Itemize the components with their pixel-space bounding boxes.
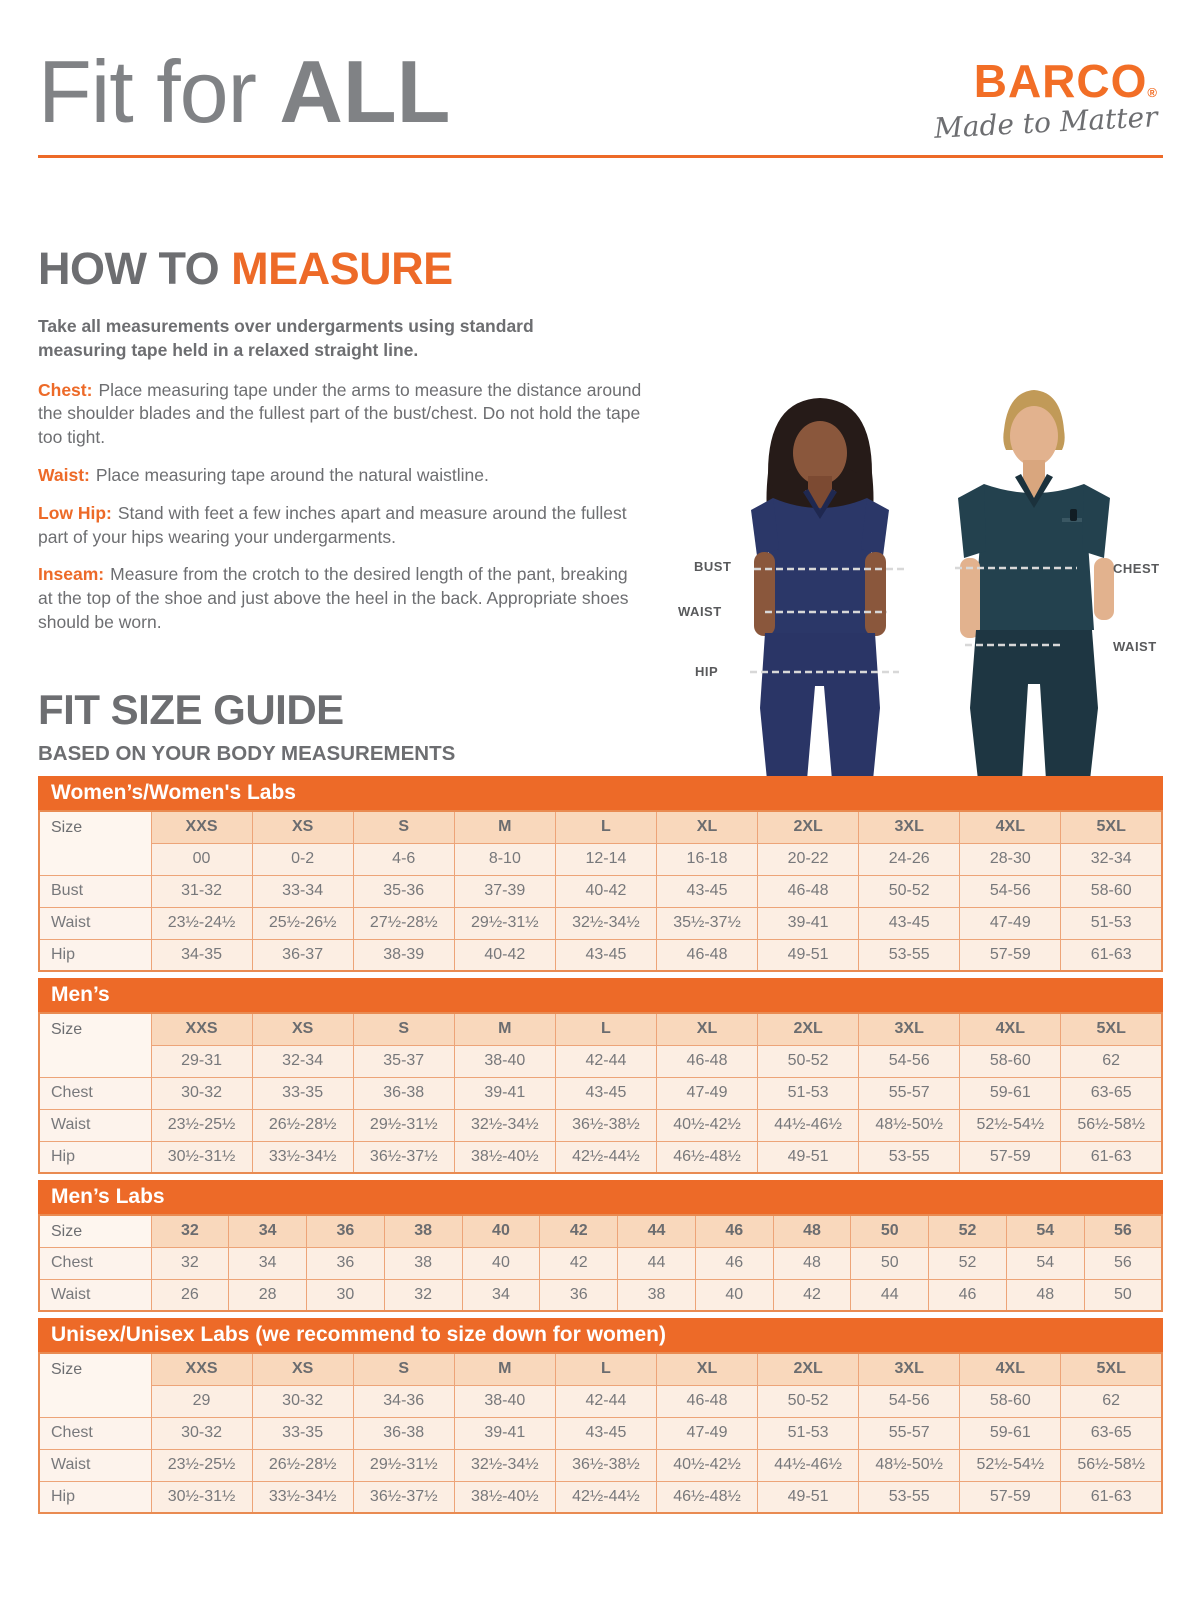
column-header: 2XL bbox=[758, 1013, 859, 1045]
size-cell: 36-38 bbox=[353, 1077, 454, 1109]
size-cell: 35-36 bbox=[353, 875, 454, 907]
size-table bbox=[38, 1180, 1163, 1312]
size-table bbox=[38, 978, 1163, 1174]
size-cell: 49-51 bbox=[758, 939, 859, 971]
column-header: 34 bbox=[229, 1215, 307, 1247]
size-cell: 54 bbox=[1006, 1247, 1084, 1279]
size-cell: 46-48 bbox=[656, 939, 757, 971]
size-cell: 32½-34½ bbox=[555, 907, 656, 939]
size-cell: 34-35 bbox=[151, 939, 252, 971]
measure-instruction: Waist: Place measuring tape around the natural waistline. bbox=[38, 464, 489, 485]
size-cell: 30-32 bbox=[252, 1385, 353, 1417]
size-cell: 49-51 bbox=[758, 1481, 859, 1513]
size-cell: 50-52 bbox=[758, 1045, 859, 1077]
fit-size-guide-section bbox=[38, 686, 1163, 1520]
header-row bbox=[39, 1353, 1162, 1385]
size-cell: 50-52 bbox=[859, 875, 960, 907]
size-cell: 59-61 bbox=[960, 1417, 1061, 1449]
row-label: Hip bbox=[39, 1481, 151, 1513]
row-label: Bust bbox=[39, 875, 151, 907]
row-label: Waist bbox=[39, 1109, 151, 1141]
size-cell: 55-57 bbox=[859, 1077, 960, 1109]
table-row bbox=[39, 1247, 1162, 1279]
size-cell: 53-55 bbox=[859, 939, 960, 971]
size-cell: 32½-34½ bbox=[454, 1109, 555, 1141]
column-header: XL bbox=[656, 1353, 757, 1385]
size-cell: 29½-31½ bbox=[454, 907, 555, 939]
column-header: XL bbox=[656, 1013, 757, 1045]
size-tables bbox=[38, 776, 1163, 1514]
size-cell: 34-36 bbox=[353, 1385, 454, 1417]
size-cell: 36-37 bbox=[252, 939, 353, 971]
size-cell: 62 bbox=[1061, 1045, 1162, 1077]
waist-measure-label-right: WAIST bbox=[1113, 639, 1157, 654]
size-cell: 0-2 bbox=[252, 843, 353, 875]
page-title-light: Fit for bbox=[38, 42, 280, 141]
column-header: 40 bbox=[462, 1215, 540, 1247]
size-cell: 57-59 bbox=[960, 1141, 1061, 1173]
column-header: 56 bbox=[1084, 1215, 1162, 1247]
table-row bbox=[39, 1417, 1162, 1449]
size-cell: 46-48 bbox=[758, 875, 859, 907]
size-table-grid bbox=[38, 1012, 1163, 1174]
size-cell: 36 bbox=[307, 1247, 385, 1279]
size-cell: 44 bbox=[851, 1279, 929, 1311]
size-cell: 50 bbox=[851, 1247, 929, 1279]
row-label: Hip bbox=[39, 1141, 151, 1173]
table-row bbox=[39, 907, 1162, 939]
brand-logo bbox=[933, 55, 1159, 145]
size-cell: 49-51 bbox=[758, 1141, 859, 1173]
size-table-grid bbox=[38, 1352, 1163, 1514]
row-label: Waist bbox=[39, 907, 151, 939]
size-cell: 32½-34½ bbox=[454, 1449, 555, 1481]
size-cell: 38-40 bbox=[454, 1385, 555, 1417]
waist-measure-label-left: WAIST bbox=[678, 604, 722, 619]
size-cell: 40-42 bbox=[555, 875, 656, 907]
size-cell: 58-60 bbox=[960, 1045, 1061, 1077]
column-header: 3XL bbox=[859, 811, 960, 843]
size-cell: 54-56 bbox=[960, 875, 1061, 907]
column-header: M bbox=[454, 1353, 555, 1385]
size-cell: 33-34 bbox=[252, 875, 353, 907]
size-cell: 52½-54½ bbox=[960, 1449, 1061, 1481]
page-title-bold: ALL bbox=[279, 42, 451, 141]
size-cell: 38-40 bbox=[454, 1045, 555, 1077]
size-cell: 26 bbox=[151, 1279, 229, 1311]
table-banner: Women’s/Women's Labs bbox=[38, 776, 1163, 810]
size-cell: 35-37 bbox=[353, 1045, 454, 1077]
column-header: 5XL bbox=[1061, 1353, 1162, 1385]
size-cell: 38½-40½ bbox=[454, 1141, 555, 1173]
measure-term: Low Hip: bbox=[38, 502, 112, 523]
size-cell: 20-22 bbox=[758, 843, 859, 875]
row-label: Waist bbox=[39, 1279, 151, 1311]
size-table bbox=[38, 776, 1163, 972]
size-cell: 28-30 bbox=[960, 843, 1061, 875]
size-cell: 30½-31½ bbox=[151, 1481, 252, 1513]
heading-orange-part: MEASURE bbox=[231, 243, 453, 294]
size-cell: 36 bbox=[540, 1279, 618, 1311]
size-cell: 44½-46½ bbox=[758, 1449, 859, 1481]
size-cell: 53-55 bbox=[859, 1141, 960, 1173]
size-cell: 40 bbox=[462, 1247, 540, 1279]
size-cell: 28 bbox=[229, 1279, 307, 1311]
size-cell: 36½-38½ bbox=[555, 1449, 656, 1481]
column-header: XXS bbox=[151, 1353, 252, 1385]
header-row bbox=[39, 811, 1162, 843]
column-header: M bbox=[454, 1013, 555, 1045]
size-cell: 36½-37½ bbox=[353, 1481, 454, 1513]
size-cell: 54-56 bbox=[859, 1045, 960, 1077]
size-cell: 51-53 bbox=[1061, 907, 1162, 939]
size-cell: 46 bbox=[929, 1279, 1007, 1311]
column-header: 38 bbox=[384, 1215, 462, 1247]
size-cell: 43-45 bbox=[656, 875, 757, 907]
size-cell: 61-63 bbox=[1061, 1481, 1162, 1513]
size-cell: 42 bbox=[773, 1279, 851, 1311]
column-header: 48 bbox=[773, 1215, 851, 1247]
how-to-measure-section bbox=[38, 243, 653, 649]
page-title bbox=[38, 42, 451, 141]
size-cell: 24-26 bbox=[859, 843, 960, 875]
column-header: 3XL bbox=[859, 1353, 960, 1385]
column-header: 4XL bbox=[960, 811, 1061, 843]
header-row bbox=[39, 1215, 1162, 1247]
table-banner: Men’s bbox=[38, 978, 1163, 1012]
size-cell: 25½-26½ bbox=[252, 907, 353, 939]
size-cell: 16-18 bbox=[656, 843, 757, 875]
size-cell: 53-55 bbox=[859, 1481, 960, 1513]
size-cell: 33½-34½ bbox=[252, 1481, 353, 1513]
table-row bbox=[39, 1279, 1162, 1311]
size-cell: 44 bbox=[618, 1247, 696, 1279]
size-cell: 23½-25½ bbox=[151, 1449, 252, 1481]
size-cell: 30 bbox=[307, 1279, 385, 1311]
column-header: 44 bbox=[618, 1215, 696, 1247]
table-row bbox=[39, 1109, 1162, 1141]
size-cell: 40-42 bbox=[454, 939, 555, 971]
size-cell: 58-60 bbox=[1061, 875, 1162, 907]
size-cell: 46½-48½ bbox=[656, 1481, 757, 1513]
size-cell: 42 bbox=[540, 1247, 618, 1279]
size-cell: 37-39 bbox=[454, 875, 555, 907]
size-cell: 42½-44½ bbox=[555, 1481, 656, 1513]
measure-instruction: Low Hip: Stand with feet a few inches apart and measure around the fullest part of your hips wearing your undergarments. bbox=[38, 502, 627, 547]
size-cell: 38-39 bbox=[353, 939, 454, 971]
column-header: S bbox=[353, 1353, 454, 1385]
brand-wordmark: BARCO bbox=[973, 55, 1148, 107]
size-cell: 36½-37½ bbox=[353, 1141, 454, 1173]
size-cell: 29 bbox=[151, 1385, 252, 1417]
size-cell: 58-60 bbox=[960, 1385, 1061, 1417]
column-header: 3XL bbox=[859, 1013, 960, 1045]
measure-instruction: Inseam: Measure from the crotch to the desired length of the pant, breaking at the top of the shoe and just above the heel in the back. Appropriate shoes should be worn. bbox=[38, 564, 629, 632]
column-header: S bbox=[353, 1013, 454, 1045]
brand-name bbox=[934, 55, 1158, 107]
size-cell: 63-65 bbox=[1061, 1077, 1162, 1109]
size-cell: 56½-58½ bbox=[1061, 1109, 1162, 1141]
size-cell: 27½-28½ bbox=[353, 907, 454, 939]
size-cell: 23½-25½ bbox=[151, 1109, 252, 1141]
size-cell: 30½-31½ bbox=[151, 1141, 252, 1173]
size-cell: 43-45 bbox=[555, 1417, 656, 1449]
size-cell: 55-57 bbox=[859, 1417, 960, 1449]
size-cell: 30-32 bbox=[151, 1077, 252, 1109]
measure-instructions-list bbox=[38, 379, 653, 635]
column-header: XS bbox=[252, 811, 353, 843]
size-cell: 30-32 bbox=[151, 1417, 252, 1449]
header-row bbox=[39, 1013, 1162, 1045]
size-cell: 32 bbox=[151, 1247, 229, 1279]
row-label: Waist bbox=[39, 1449, 151, 1481]
size-cell: 32 bbox=[384, 1279, 462, 1311]
column-header: XXS bbox=[151, 811, 252, 843]
table-row bbox=[39, 875, 1162, 907]
size-cell: 62 bbox=[1061, 1385, 1162, 1417]
column-header: XS bbox=[252, 1013, 353, 1045]
column-header: S bbox=[353, 811, 454, 843]
size-cell: 46 bbox=[695, 1247, 773, 1279]
size-cell: 42-44 bbox=[555, 1385, 656, 1417]
size-cell: 48½-50½ bbox=[859, 1109, 960, 1141]
size-cell: 42½-44½ bbox=[555, 1141, 656, 1173]
size-cell: 40½-42½ bbox=[656, 1449, 757, 1481]
table-row bbox=[39, 843, 1162, 875]
size-cell: 36-38 bbox=[353, 1417, 454, 1449]
row-label: Chest bbox=[39, 1077, 151, 1109]
size-cell: 38 bbox=[618, 1279, 696, 1311]
size-cell: 56 bbox=[1084, 1247, 1162, 1279]
size-cell: 42-44 bbox=[555, 1045, 656, 1077]
column-header: 42 bbox=[540, 1215, 618, 1247]
brand-tagline: Made to Matter bbox=[933, 100, 1159, 145]
size-cell: 26½-28½ bbox=[252, 1109, 353, 1141]
size-table-grid bbox=[38, 810, 1163, 972]
size-cell: 40 bbox=[695, 1279, 773, 1311]
size-cell: 4-6 bbox=[353, 843, 454, 875]
size-cell: 33-35 bbox=[252, 1077, 353, 1109]
how-to-measure-heading bbox=[38, 243, 653, 295]
column-header: 36 bbox=[307, 1215, 385, 1247]
size-cell: 61-63 bbox=[1061, 939, 1162, 971]
size-cell: 35½-37½ bbox=[656, 907, 757, 939]
size-cell: 46½-48½ bbox=[656, 1141, 757, 1173]
size-cell: 40½-42½ bbox=[656, 1109, 757, 1141]
corner-size-label: Size bbox=[39, 1353, 151, 1417]
table-banner: Unisex/Unisex Labs (we recommend to size down for women) bbox=[38, 1318, 1163, 1352]
size-cell: 33-35 bbox=[252, 1417, 353, 1449]
size-cell: 52½-54½ bbox=[960, 1109, 1061, 1141]
size-cell: 29-31 bbox=[151, 1045, 252, 1077]
size-cell: 36½-38½ bbox=[555, 1109, 656, 1141]
size-cell: 51-53 bbox=[758, 1417, 859, 1449]
table-row bbox=[39, 1077, 1162, 1109]
column-header: 2XL bbox=[758, 1353, 859, 1385]
size-cell: 43-45 bbox=[555, 1077, 656, 1109]
size-cell: 12-14 bbox=[555, 843, 656, 875]
size-cell: 51-53 bbox=[758, 1077, 859, 1109]
hip-measure-label: HIP bbox=[695, 664, 719, 679]
size-table bbox=[38, 1318, 1163, 1514]
size-cell: 54-56 bbox=[859, 1385, 960, 1417]
fit-size-guide-subheading: BASED ON YOUR BODY MEASUREMENTS bbox=[38, 742, 456, 765]
size-cell: 39-41 bbox=[454, 1417, 555, 1449]
size-cell: 48 bbox=[1006, 1279, 1084, 1311]
registered-mark: ® bbox=[1147, 85, 1158, 100]
size-table-grid bbox=[38, 1214, 1163, 1312]
size-cell: 46-48 bbox=[656, 1045, 757, 1077]
size-cell: 44½-46½ bbox=[758, 1109, 859, 1141]
row-label: Chest bbox=[39, 1417, 151, 1449]
column-header: 4XL bbox=[960, 1353, 1061, 1385]
table-row bbox=[39, 1481, 1162, 1513]
size-cell: 57-59 bbox=[960, 1481, 1061, 1513]
column-header: XS bbox=[252, 1353, 353, 1385]
column-header: L bbox=[555, 1353, 656, 1385]
bust-measure-label: BUST bbox=[694, 559, 732, 574]
column-header: XXS bbox=[151, 1013, 252, 1045]
header-divider bbox=[38, 155, 1163, 158]
row-label: Chest bbox=[39, 1247, 151, 1279]
size-cell: 57-59 bbox=[960, 939, 1061, 971]
size-cell: 33½-34½ bbox=[252, 1141, 353, 1173]
size-cell: 34 bbox=[229, 1247, 307, 1279]
column-header: 5XL bbox=[1061, 1013, 1162, 1045]
size-cell: 8-10 bbox=[454, 843, 555, 875]
heading-gray-part: HOW TO bbox=[38, 243, 220, 294]
size-cell: 34 bbox=[462, 1279, 540, 1311]
size-cell: 52 bbox=[929, 1247, 1007, 1279]
size-cell: 32-34 bbox=[1061, 843, 1162, 875]
size-cell: 61-63 bbox=[1061, 1141, 1162, 1173]
size-cell: 47-49 bbox=[656, 1417, 757, 1449]
table-banner: Men’s Labs bbox=[38, 1180, 1163, 1214]
size-cell: 29½-31½ bbox=[353, 1109, 454, 1141]
column-header: 54 bbox=[1006, 1215, 1084, 1247]
size-cell: 63-65 bbox=[1061, 1417, 1162, 1449]
size-cell: 50-52 bbox=[758, 1385, 859, 1417]
size-cell: 39-41 bbox=[758, 907, 859, 939]
size-cell: 31-32 bbox=[151, 875, 252, 907]
row-label: Hip bbox=[39, 939, 151, 971]
size-cell: 00 bbox=[151, 843, 252, 875]
size-cell: 46-48 bbox=[656, 1385, 757, 1417]
size-cell: 26½-28½ bbox=[252, 1449, 353, 1481]
fit-size-guide-heading: FIT SIZE GUIDE bbox=[38, 686, 344, 733]
size-cell: 47-49 bbox=[656, 1077, 757, 1109]
size-cell: 56½-58½ bbox=[1061, 1449, 1162, 1481]
table-row bbox=[39, 1385, 1162, 1417]
measure-term: Inseam: bbox=[38, 564, 105, 585]
size-cell: 32-34 bbox=[252, 1045, 353, 1077]
column-header: L bbox=[555, 811, 656, 843]
corner-size-label: Size bbox=[39, 1215, 151, 1247]
table-row bbox=[39, 1045, 1162, 1077]
size-cell: 38½-40½ bbox=[454, 1481, 555, 1513]
table-row bbox=[39, 939, 1162, 971]
measure-instruction: Chest: Place measuring tape under the arms to measure the distance around the shoulder blades and the fullest part of the bust/chest. Do not hold the tape too tight. bbox=[38, 379, 642, 448]
measure-term: Chest: bbox=[38, 379, 93, 400]
size-cell: 47-49 bbox=[960, 907, 1061, 939]
size-cell: 29½-31½ bbox=[353, 1449, 454, 1481]
measure-intro: Take all measurements over undergarments using standard measuring tape held in a relaxed straight line. bbox=[38, 316, 534, 360]
size-cell: 50 bbox=[1084, 1279, 1162, 1311]
column-header: 46 bbox=[695, 1215, 773, 1247]
column-header: 50 bbox=[851, 1215, 929, 1247]
size-cell: 23½-24½ bbox=[151, 907, 252, 939]
table-row bbox=[39, 1449, 1162, 1481]
column-header: 4XL bbox=[960, 1013, 1061, 1045]
chest-measure-label: CHEST bbox=[1113, 561, 1160, 576]
size-cell: 39-41 bbox=[454, 1077, 555, 1109]
size-cell: 48½-50½ bbox=[859, 1449, 960, 1481]
column-header: L bbox=[555, 1013, 656, 1045]
column-header: 5XL bbox=[1061, 811, 1162, 843]
size-cell: 43-45 bbox=[859, 907, 960, 939]
column-header: 52 bbox=[929, 1215, 1007, 1247]
corner-size-label: Size bbox=[39, 811, 151, 875]
size-cell: 48 bbox=[773, 1247, 851, 1279]
size-cell: 38 bbox=[384, 1247, 462, 1279]
column-header: 32 bbox=[151, 1215, 229, 1247]
column-header: M bbox=[454, 811, 555, 843]
column-header: 2XL bbox=[758, 811, 859, 843]
size-cell: 59-61 bbox=[960, 1077, 1061, 1109]
table-row bbox=[39, 1141, 1162, 1173]
column-header: XL bbox=[656, 811, 757, 843]
size-cell: 43-45 bbox=[555, 939, 656, 971]
measure-term: Waist: bbox=[38, 464, 90, 485]
corner-size-label: Size bbox=[39, 1013, 151, 1077]
